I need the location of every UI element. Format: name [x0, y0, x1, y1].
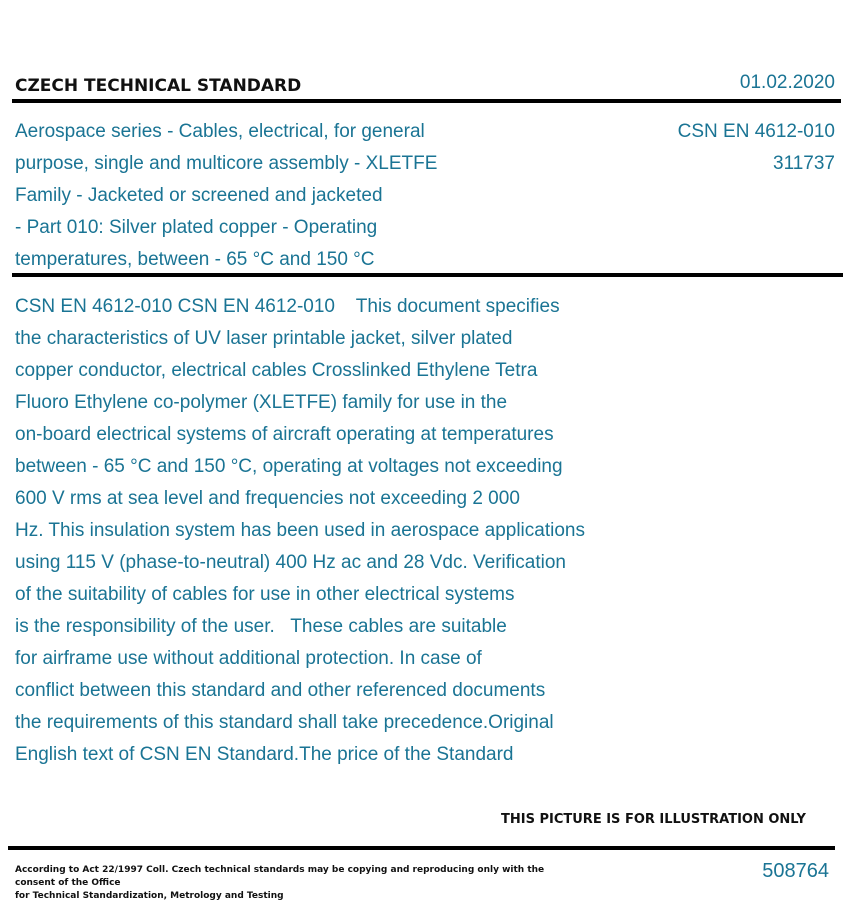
- abstract-line: copper conductor, electrical cables Crosslinked Ethylene Tetra: [15, 360, 538, 381]
- abstract-line: CSN EN 4612-010 CSN EN 4612-010 This document specifies: [15, 296, 560, 317]
- copyright-notice: [15, 864, 575, 903]
- header-divider: [12, 99, 841, 103]
- abstract-line: is the responsibility of the user. These cables are suitable: [15, 616, 507, 637]
- abstract-line: the characteristics of UV laser printable jacket, silver plated: [15, 328, 513, 349]
- copyright-line: for Technical Standardization, Metrology and Testing: [15, 891, 284, 901]
- abstract-line: using 115 V (phase-to-neutral) 400 Hz ac and 28 Vdc. Verification: [15, 552, 566, 573]
- abstract-text: [15, 291, 675, 771]
- abstract-line: English text of CSN EN Standard.The price of the Standard: [15, 744, 514, 765]
- title-line: temperatures, between - 65 °C and 150 °C: [15, 249, 375, 270]
- abstract-line: between - 65 °C and 150 °C, operating at voltages not exceeding: [15, 456, 563, 477]
- abstract-line: Fluoro Ethylene co-polymer (XLETFE) family for use in the: [15, 392, 508, 413]
- abstract-line: the requirements of this standard shall take precedence.Original: [15, 712, 554, 733]
- title-line: Aerospace series - Cables, electrical, for general: [15, 121, 425, 142]
- classification-number: 311737: [773, 153, 835, 174]
- title-divider: [12, 273, 843, 277]
- abstract-line: for airframe use without additional protection. In case of: [15, 648, 482, 669]
- title-line: Family - Jacketed or screened and jacketed: [15, 185, 383, 206]
- abstract-line: Hz. This insulation system has been used in aerospace applications: [15, 520, 585, 541]
- catalog-number: 508764: [762, 860, 829, 882]
- title-line: - Part 010: Silver plated copper - Operating: [15, 217, 378, 238]
- standard-code: CSN EN 4612-010: [677, 121, 835, 142]
- abstract-line: of the suitability of cables for use in other electrical systems: [15, 584, 515, 605]
- document-date: 01.02.2020: [739, 72, 835, 93]
- copyright-line: According to Act 22/1997 Coll. Czech technical standards may be copying and reproducing only with the consent of the Office: [15, 865, 545, 888]
- abstract-line: on-board electrical systems of aircraft operating at temperatures: [15, 424, 554, 445]
- document-type-heading: CZECH TECHNICAL STANDARD: [15, 76, 302, 96]
- illustration-notice: THIS PICTURE IS FOR ILLUSTRATION ONLY: [501, 812, 806, 827]
- standard-title: [15, 116, 535, 276]
- abstract-line: conflict between this standard and other referenced documents: [15, 680, 546, 701]
- standard-identifier: [678, 116, 835, 180]
- footer-divider: [8, 846, 835, 850]
- abstract-line: 600 V rms at sea level and frequencies not exceeding 2 000: [15, 488, 520, 509]
- title-line: purpose, single and multicore assembly - XLETFE: [15, 153, 438, 174]
